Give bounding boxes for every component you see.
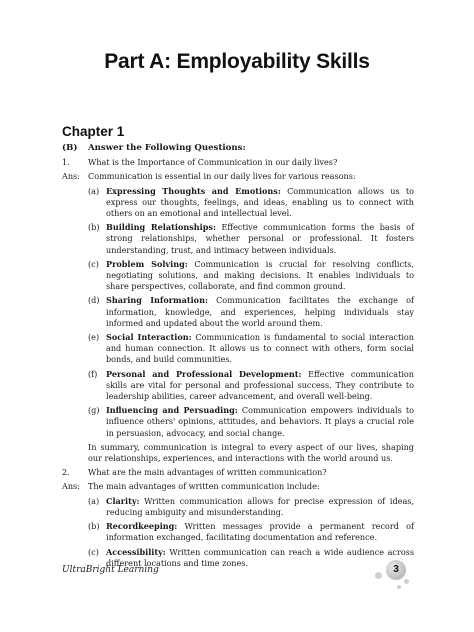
item-text: Communication is crucial for resolving conflicts, negotiating solutions, and making decisions. It enables individuals to share perspectives, collaborate, and find common ground.	[106, 258, 414, 292]
list-item	[88, 332, 414, 366]
item-term: Expressing Thoughts and Emotions:	[106, 185, 281, 196]
question-text: What is the Importance of Communication in our daily lives?	[88, 157, 338, 168]
item-term: Clarity:	[106, 495, 140, 506]
chapter-heading: Chapter 1	[62, 124, 125, 139]
question-1	[62, 157, 414, 168]
item-label: (a)	[88, 185, 100, 196]
section-heading	[62, 143, 414, 154]
answer-2-list	[62, 496, 414, 569]
list-item	[88, 295, 414, 329]
answer-1-list	[62, 186, 414, 439]
item-label: (c)	[88, 258, 99, 269]
section-text: Answer the Following Questions:	[88, 143, 246, 153]
list-item	[88, 186, 414, 220]
decorative-dot	[397, 585, 401, 589]
item-term: Personal and Professional Development:	[106, 368, 302, 379]
section-label: (B)	[62, 143, 78, 153]
item-term: Building Relationships:	[106, 222, 216, 233]
item-label: (g)	[88, 405, 100, 416]
list-item	[88, 496, 414, 518]
list-item	[88, 259, 414, 293]
answer-label: Ans:	[62, 481, 80, 492]
item-term: Sharing Information:	[106, 295, 208, 306]
item-text: Effective communication forms the basis of strong relationships, whether personal or professional. It fosters understanding, trust, and intimacy between individuals.	[106, 222, 414, 255]
item-label: (e)	[88, 332, 100, 343]
item-label: (d)	[88, 295, 100, 306]
item-text: Communication empowers individuals to influence others' opinions, attitudes, and behaviors. It plays a crucial role in persuasion, advocacy, and social change.	[106, 405, 414, 438]
answer-label: Ans:	[62, 171, 80, 182]
part-title: Part A: Employability Skills	[104, 50, 370, 73]
item-label: (b)	[88, 521, 100, 532]
list-item	[88, 222, 414, 256]
question-2	[62, 467, 414, 478]
item-text: Effective communication skills are vital for personal and professional success. They contribute to leadership abilities, career advancement, and overall well-being.	[106, 368, 414, 402]
item-label: (b)	[88, 222, 100, 233]
decorative-dot	[375, 572, 382, 579]
item-term: Recordkeeping:	[106, 521, 178, 532]
item-label: (a)	[88, 495, 100, 506]
answer-2-intro	[62, 481, 414, 492]
question-number: 1.	[62, 157, 70, 168]
item-term: Social Interaction:	[106, 332, 192, 343]
question-number: 2.	[62, 467, 70, 478]
answer-1-intro	[62, 171, 414, 182]
publisher-name: UltraBright Learning	[62, 565, 159, 575]
answer-intro: The main advantages of written communication include:	[88, 481, 320, 492]
decorative-dot	[404, 579, 409, 584]
item-label: (f)	[88, 368, 98, 379]
list-item	[88, 369, 414, 403]
item-text: Communication facilitates the exchange of information, knowledge, and experiences, helping individuals stay informed and updated about the world around them.	[106, 295, 414, 328]
item-text: Communication is fundamental to social interaction and human connection. It allows us to connect with others, form social bonds, and build communities.	[106, 332, 414, 365]
item-text: Communication allows us to express our thoughts, feelings, and ideas, enabling us to connect with others on an emotional and intellectual level.	[106, 185, 414, 219]
item-term: Problem Solving:	[106, 258, 188, 269]
answer-summary: In summary, communication is integral to every aspect of our lives, shaping our relationships, experiences, and interactions with the world around us.	[88, 441, 414, 464]
item-text: Written messages provide a permanent record of information exchanged, facilitating documentation and reference.	[106, 521, 414, 543]
item-term: Accessibility:	[106, 546, 166, 557]
content	[62, 143, 414, 572]
page-number: 3	[386, 560, 406, 580]
item-text: Written communication can reach a wide audience across different locations and time zones.	[106, 546, 414, 568]
list-item	[88, 521, 414, 543]
item-label: (c)	[88, 546, 99, 557]
item-term: Influencing and Persuading:	[106, 405, 238, 416]
item-text: Written communication allows for precise expression of ideas, reducing ambiguity and misunderstanding.	[106, 495, 414, 517]
answer-intro: Communication is essential in our daily lives for various reasons:	[88, 171, 356, 182]
question-text: What are the main advantages of written communication?	[88, 467, 327, 478]
list-item	[88, 405, 414, 439]
